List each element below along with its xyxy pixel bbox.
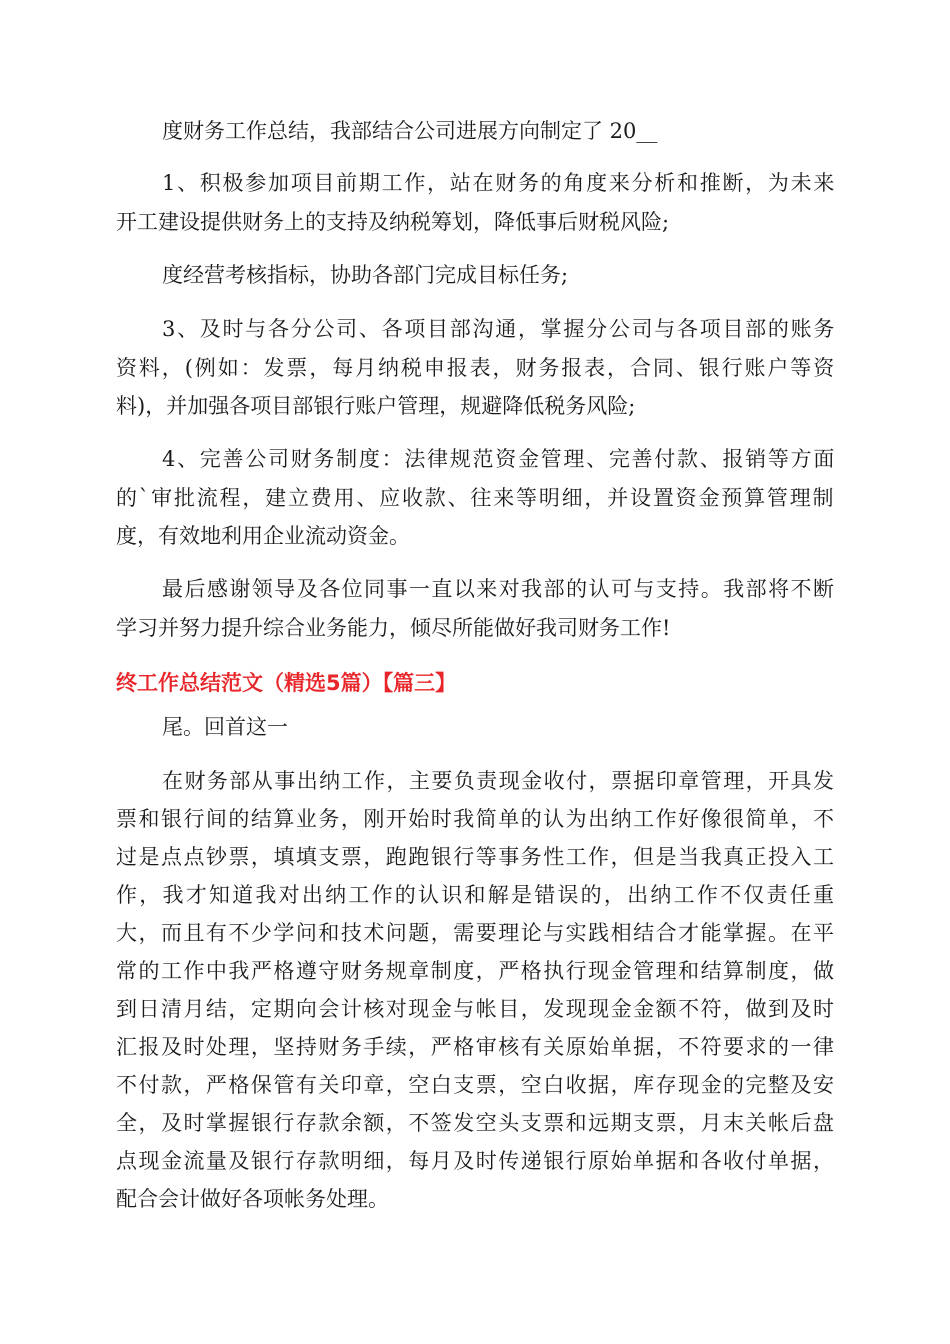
paragraph-line: 作，我才知道我对出纳工作的认识和解是错误的，出纳工作不仅责任重	[116, 883, 837, 907]
paragraph-line: 全，及时掌握银行存款余额，不签发空头支票和远期支票，月末关帐后盘	[116, 1111, 836, 1135]
paragraph-line: 度经营考核指标，协助各部门完成目标任务;	[162, 263, 569, 287]
section-heading: 终工作总结范文（精选5篇）【篇三】	[116, 671, 457, 695]
paragraph-line: 过是点点钞票，填填支票，跑跑银行等事务性工作，但是当我真正投入工	[116, 845, 836, 869]
paragraph-line: 3、及时与各分公司、各项目部沟通，掌握分公司与各项目部的账务	[162, 317, 837, 341]
paragraph-line: 常的工作中我严格遵守财务规章制度，严格执行现金管理和结算制度，做	[116, 959, 836, 983]
paragraph-line: 4、完善公司财务制度：法律规范资金管理、完善付款、报销等方面	[162, 447, 837, 471]
paragraph-line: 大，而且有不少学问和技术问题，需要理论与实践相结合才能掌握。在平	[116, 921, 836, 945]
paragraph-line: 票和银行间的结算业务，刚开始时我简单的认为出纳工作好像很简单，不	[116, 807, 836, 831]
paragraph-line: 开工建设提供财务上的支持及纳税筹划，降低事后财税风险;	[116, 210, 670, 234]
paragraph-line: 最后感谢领导及各位同事一直以来对我部的认可与支持。我部将不断	[162, 577, 836, 601]
paragraph-line: 点现金流量及银行存款明细，每月及时传递银行原始单据和各收付单据，	[116, 1149, 836, 1173]
paragraph-line: 的`审批流程，建立费用、应收款、往来等明细，并设置资金预算管理制	[116, 486, 836, 510]
paragraph-line: 料)，并加强各项目部银行账户管理，规避降低税务风险;	[116, 394, 636, 418]
paragraph-line: 度财务工作总结，我部结合公司进展方向制定了 20__	[162, 119, 658, 143]
paragraph-line: 学习并努力提升综合业务能力，倾尽所能做好我司财务工作!	[116, 616, 671, 640]
paragraph-line: 资料，(例如：发票，每月纳税申报表，财务报表，合同、银行账户等资	[116, 356, 837, 380]
paragraph-line: 度，有效地利用企业流动资金。	[116, 524, 410, 548]
paragraph-line: 尾。回首这一	[162, 715, 288, 739]
paragraph-line: 在财务部从事出纳工作，主要负责现金收付，票据印章管理，开具发	[162, 769, 836, 793]
paragraph-line: 汇报及时处理，坚持财务手续，严格审核有关原始单据，不符要求的一律	[116, 1035, 836, 1059]
paragraph-line: 不付款，严格保管有关印章，空白支票，空白收据，库存现金的完整及安	[116, 1073, 836, 1097]
paragraph-line: 配合会计做好各项帐务处理。	[116, 1187, 389, 1211]
paragraph-line: 到日清月结，定期向会计核对现金与帐目，发现现金金额不符，做到及时	[116, 997, 836, 1021]
paragraph-line: 1、积极参加项目前期工作，站在财务的角度来分析和推断，为未来	[162, 171, 837, 195]
